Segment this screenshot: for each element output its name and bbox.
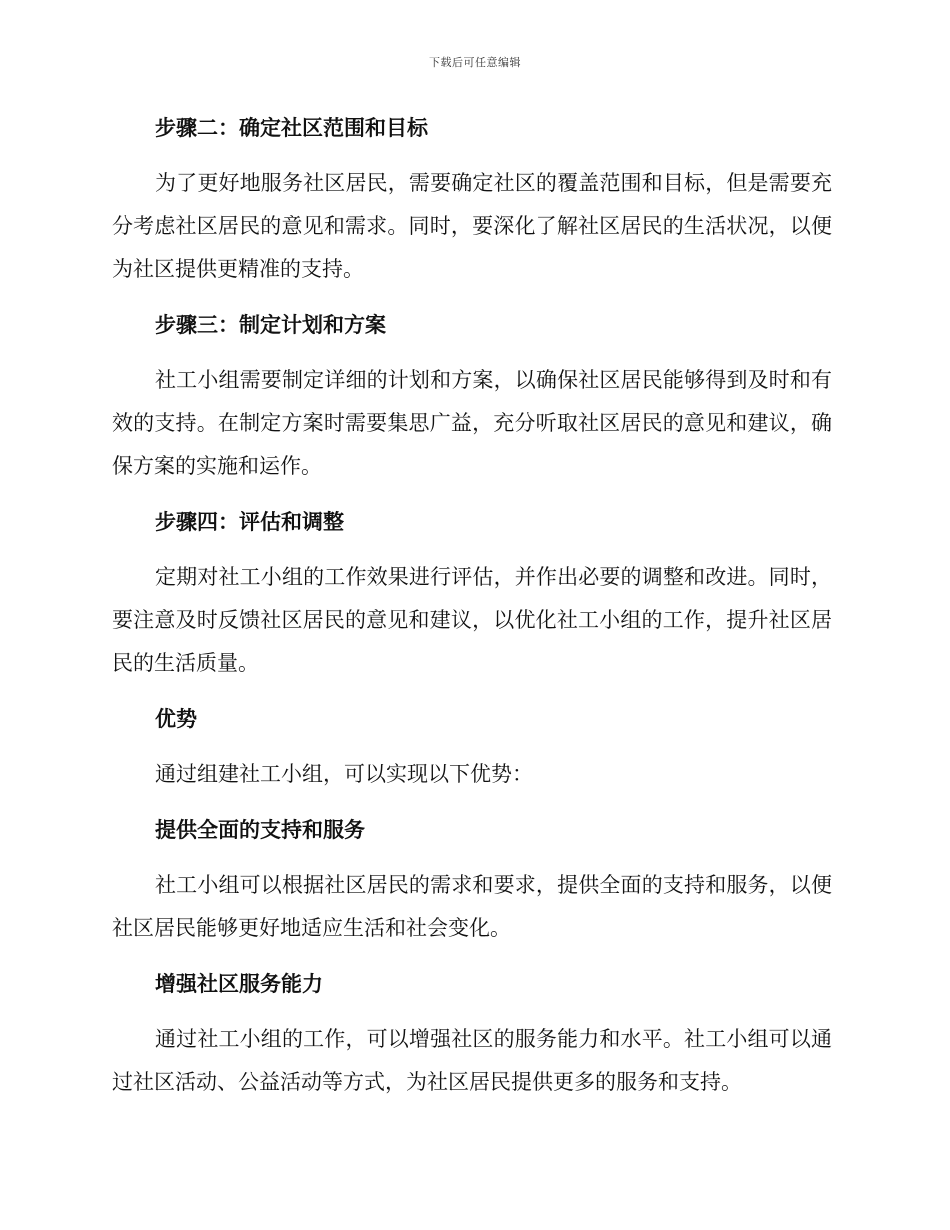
section-paragraph-service-capacity: 通过社工小组的工作，可以增强社区的服务能力和水平。社工小组可以通过社区活动、公益活动等方式，为社区居民提供更多的服务和支持。 bbox=[112, 1027, 832, 1094]
section-heading-comprehensive-support: 提供全面的支持和服务 bbox=[155, 818, 365, 842]
section-heading-step3: 步骤三：制定计划和方案 bbox=[155, 313, 386, 337]
section-heading-service-capacity: 增强社区服务能力 bbox=[155, 972, 323, 996]
section-heading-step2: 步骤二：确定社区范围和目标 bbox=[155, 116, 428, 140]
section-heading-step4: 步骤四：评估和调整 bbox=[155, 510, 344, 534]
document-body bbox=[112, 108, 832, 1118]
section-paragraph-step4: 定期对社工小组的工作效果进行评估，并作出必要的调整和改进。同时，要注意及时反馈社区居民的意见和建议，以优化社工小组的工作，提升社区居民的生活质量。 bbox=[112, 565, 832, 675]
section-paragraph-step3: 社工小组需要制定详细的计划和方案，以确保社区居民能够得到及时和有效的支持。在制定方案时需要集思广益，充分听取社区居民的意见和建议，确保方案的实施和运作。 bbox=[112, 368, 832, 478]
section-heading-advantages: 优势 bbox=[155, 707, 197, 731]
section-paragraph-step2: 为了更好地服务社区居民，需要确定社区的覆盖范围和目标，但是需要充分考虑社区居民的意见和需求。同时，要深化了解社区居民的生活状况，以便为社区提供更精准的支持。 bbox=[112, 171, 832, 281]
page-header: 下载后可任意编辑 bbox=[429, 56, 521, 69]
section-paragraph-advantages: 通过组建社工小组，可以实现以下优势： bbox=[155, 762, 533, 786]
section-paragraph-comprehensive-support: 社工小组可以根据社区居民的需求和要求，提供全面的支持和服务，以便社区居民能够更好地适应生活和社会变化。 bbox=[112, 873, 832, 940]
